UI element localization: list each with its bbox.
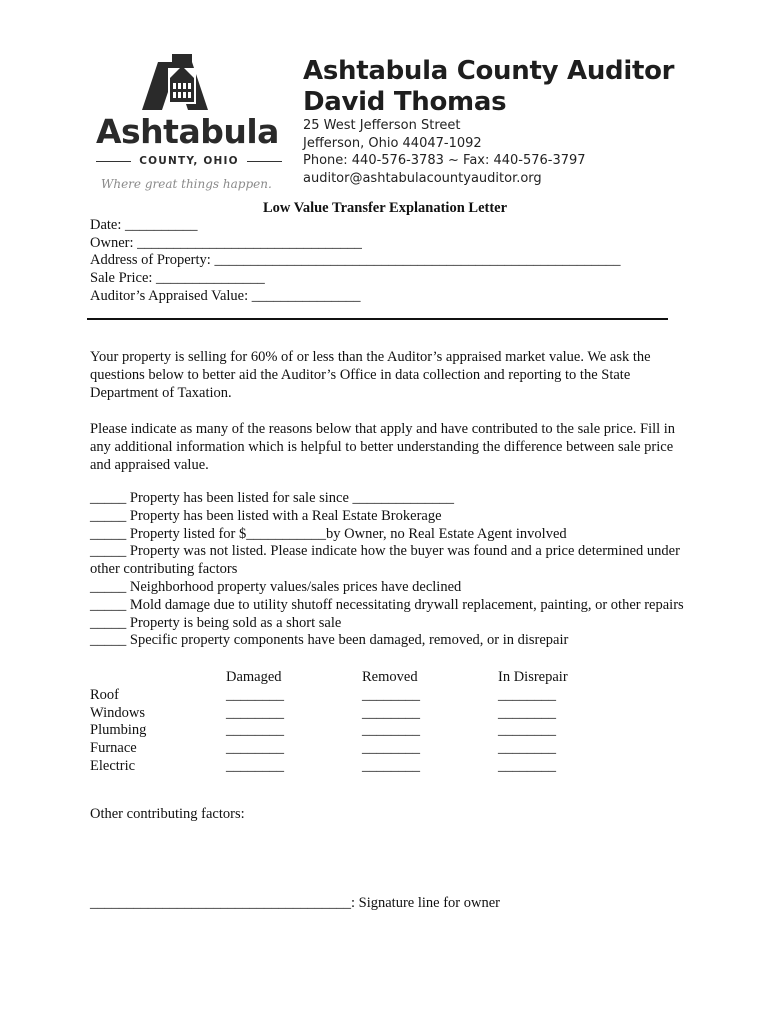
instructions-paragraph: Please indicate as many of the reasons below that apply and have contributed to the sale price. Fill in any additional information which is helpful to better understanding the difference between sale price and appraised value. — [90, 421, 676, 473]
logo-tagline: Where great things happen. — [101, 177, 272, 191]
components-row — [90, 722, 634, 740]
components-row — [90, 705, 634, 723]
logo-rule-left — [96, 161, 131, 162]
blank-disrepair[interactable]: ________ — [498, 757, 556, 774]
components-table — [90, 669, 634, 776]
reason-not-listed[interactable]: _____ Property was not listed. Please indicate how the buyer was found and a price determined under other contributing factors — [90, 543, 680, 578]
column-damaged: Damaged — [226, 669, 282, 685]
blank-disrepair[interactable]: ________ — [498, 740, 556, 757]
logo-rule-right — [247, 161, 282, 162]
reason-short-sale[interactable]: _____ Property is being sold as a short sale — [90, 614, 342, 631]
field-owner[interactable]: Owner: _______________________________ — [90, 234, 362, 251]
other-factors-label: Other contributing factors: — [90, 806, 245, 822]
blank-removed[interactable]: ________ — [362, 704, 420, 721]
blank-disrepair[interactable]: ________ — [498, 704, 556, 721]
field-appraised-value[interactable]: Auditor’s Appraised Value: _______________ — [90, 287, 361, 304]
field-address[interactable]: Address of Property: ________________________________________________________ — [90, 252, 621, 269]
field-date[interactable]: Date: __________ — [90, 217, 198, 233]
blank-damaged[interactable]: ________ — [226, 722, 284, 739]
components-row — [90, 687, 634, 705]
header-phone: Phone: 440-576-3783 ~ Fax: 440-576-3797 — [303, 153, 586, 168]
field-sale-price[interactable]: Sale Price: _______________ — [90, 270, 265, 287]
logo-county-text: COUNTY, OHIO — [139, 155, 239, 167]
component-label: Electric — [90, 757, 136, 774]
blank-disrepair[interactable]: ________ — [498, 686, 556, 703]
header-address1: 25 West Jefferson Street — [303, 118, 461, 133]
blank-damaged[interactable]: ________ — [226, 704, 284, 721]
blank-removed[interactable]: ________ — [362, 740, 420, 757]
component-label: Roof — [90, 686, 119, 703]
header-address2: Jefferson, Ohio 44047-1092 — [303, 135, 482, 151]
reason-components[interactable]: _____ Specific property components have been damaged, removed, or in disrepair — [90, 632, 569, 649]
section-divider — [87, 318, 668, 320]
logo-wordmark: Ashtabula — [96, 112, 279, 151]
blank-damaged[interactable]: ________ — [226, 740, 284, 757]
column-removed: Removed — [362, 669, 418, 685]
component-label: Furnace — [90, 740, 137, 757]
form-fields — [90, 217, 620, 306]
components-row — [90, 740, 634, 758]
reason-brokerage[interactable]: _____ Property has been listed with a Real Estate Brokerage — [90, 507, 442, 524]
component-label: Plumbing — [90, 722, 147, 739]
blank-disrepair[interactable]: ________ — [498, 722, 556, 739]
document-title: Low Value Transfer Explanation Letter — [262, 200, 508, 216]
reason-listed-since[interactable]: _____ Property has been listed for sale since ______________ — [90, 490, 455, 506]
column-disrepair: In Disrepair — [498, 669, 568, 685]
component-label: Windows — [90, 704, 145, 721]
logo-county-line — [96, 155, 282, 167]
reason-mold-damage[interactable]: _____ Mold damage due to utility shutoff necessitating drywall replacement, painting, or other repairs — [90, 596, 684, 613]
reason-values-declined[interactable]: _____ Neighborhood property values/sales prices have declined — [90, 578, 462, 595]
intro-paragraph: Your property is selling for 60% of or less than the Auditor’s appraised market value. We ask the questions below to better aid the Auditor’s Office in data collection and reporting to the State Department of Taxation. — [90, 349, 651, 401]
blank-damaged[interactable]: ________ — [226, 757, 284, 774]
blank-damaged[interactable]: ________ — [226, 686, 284, 703]
header-email[interactable]: auditor@ashtabulacountyauditor.org — [303, 170, 542, 186]
header-title-line1: Ashtabula County Auditor — [303, 56, 675, 86]
header-title-line2: David Thomas — [303, 87, 507, 117]
components-row — [90, 758, 634, 776]
blank-removed[interactable]: ________ — [362, 757, 420, 774]
signature-line[interactable]: ____________________________________: Signature line for owner — [90, 895, 500, 911]
blank-removed[interactable]: ________ — [362, 722, 420, 739]
components-header-blank — [90, 669, 226, 687]
reason-by-owner[interactable]: _____ Property listed for $___________by Owner, no Real Estate Agent involved — [90, 525, 567, 542]
components-header-row — [90, 669, 634, 687]
blank-removed[interactable]: ________ — [362, 686, 420, 703]
reasons-checklist — [90, 490, 690, 650]
header-contact — [303, 117, 586, 187]
header-title — [303, 56, 674, 118]
